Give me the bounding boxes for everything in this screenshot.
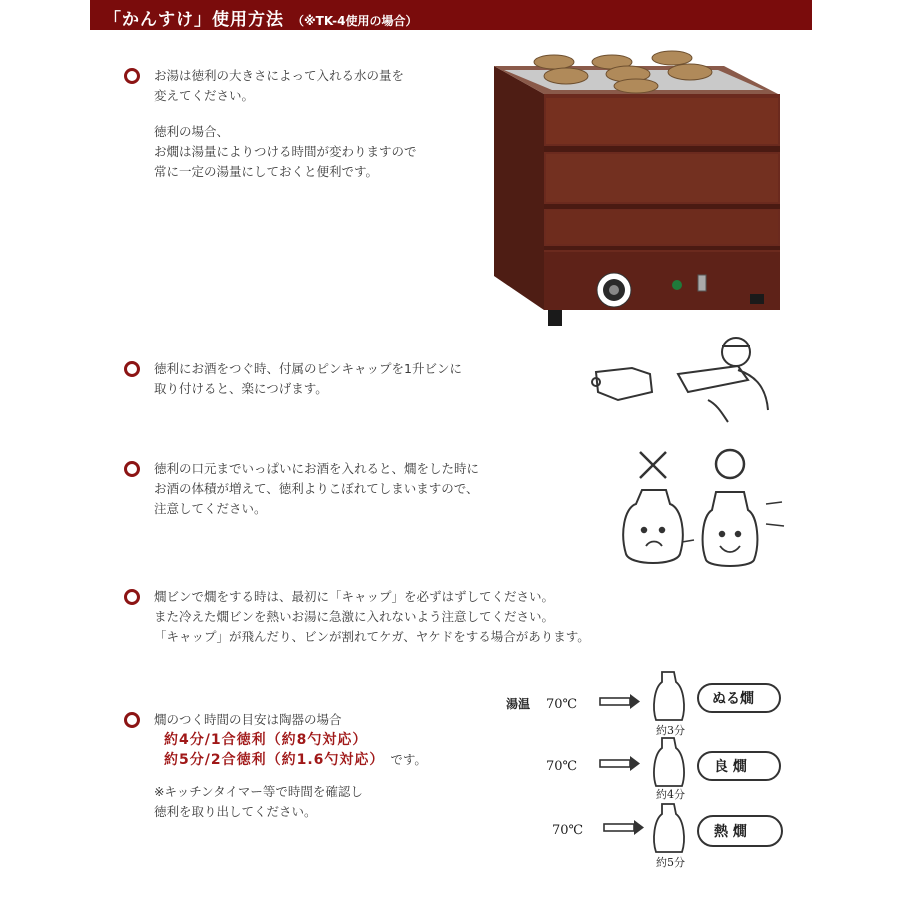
instruction-2-text (154, 359, 462, 399)
warning-line: 約5分/2合徳利（約1.6勺対応） (164, 752, 385, 768)
line: お燗は湯量によりつける時間が変わりますので (154, 144, 417, 159)
overflow-illustration (606, 444, 792, 572)
row-time: 約3分 (656, 724, 685, 737)
row-temp: 70℃ (546, 759, 578, 774)
tokkuri-icon (654, 738, 684, 786)
cross-mark-icon (640, 452, 666, 478)
line: 燗ビンで燗をする時は、最初に「キャップ」を必ずはずしてください。 (154, 589, 555, 604)
warning-line-wrapper (164, 750, 427, 770)
tokkuri-icon (654, 804, 684, 852)
diagram-label: 湯温 (506, 697, 531, 711)
row-result: 良 燗 (714, 759, 747, 775)
arrow-right-icon (600, 756, 640, 771)
warning-line: 約4分/1合徳利（約8勺対応） (164, 732, 368, 748)
line: 常に一定の湯量にしておくと便利です。 (154, 164, 379, 179)
instruction-4-text (154, 587, 590, 647)
bullet-circle-icon (124, 589, 140, 605)
row-temp: 70℃ (546, 697, 578, 712)
line: 変えてください。 (154, 88, 255, 103)
warmer-product-image (492, 48, 784, 330)
bullet-circle-icon (124, 461, 140, 477)
diagram-row (546, 672, 780, 737)
bullet-circle-icon (124, 712, 140, 728)
instruction-3-text (154, 459, 479, 519)
row-result: 熱 燗 (714, 824, 747, 840)
line: 徳利の口元までいっぱいにお酒を入れると、燗をした時に (154, 461, 480, 476)
header-title (104, 5, 417, 30)
line: 注意してください。 (154, 501, 267, 516)
temperature-diagram (500, 668, 800, 880)
header-note: （※TK-4使用の場合） (292, 14, 418, 28)
note-line: ※キッチンタイマー等で時間を確認し (154, 784, 363, 799)
arrow-right-icon (604, 820, 644, 835)
diagram-row (546, 738, 780, 801)
instruction-5-text (154, 710, 427, 822)
line: お酒の体積が増えて、徳利よりこぼれてしまいますので、 (154, 481, 479, 496)
tokkuri-icon (654, 672, 684, 720)
line: 燗のつく時間の目安は陶器の場合 (154, 712, 342, 727)
line: 「キャップ」が飛んだり、ビンが割れてケガ、ヤケドをする場合があります。 (154, 629, 590, 644)
line: 徳利の場合、 (154, 124, 230, 139)
header-title-text: 「かんすけ」使用方法 (104, 10, 284, 30)
line: 取り付けると、楽につげます。 (154, 381, 328, 396)
row-temp: 70℃ (552, 823, 584, 838)
arrow-right-icon (600, 694, 640, 709)
row-result: ぬる燗 (712, 691, 754, 707)
instruction-1-text (154, 66, 417, 182)
line-suffix: です。 (390, 752, 427, 767)
note-line: 徳利を取り出してください。 (154, 804, 317, 819)
line: また冷えた燗ビンを熱いお湯に急激に入れないよう注意してください。 (154, 609, 555, 624)
row-time: 約5分 (656, 856, 685, 869)
pouring-illustration (588, 330, 788, 426)
circle-mark-icon (716, 450, 744, 478)
bullet-circle-icon (124, 361, 140, 377)
section-header (90, 0, 812, 30)
row-time: 約4分 (656, 788, 685, 801)
line: お湯は徳利の大きさによって入れる水の量を (154, 68, 405, 83)
diagram-row (552, 804, 782, 869)
line: 徳利にお酒をつぐ時、付属のピンキャップを1升ビンに (154, 361, 462, 376)
bullet-circle-icon (124, 68, 140, 84)
